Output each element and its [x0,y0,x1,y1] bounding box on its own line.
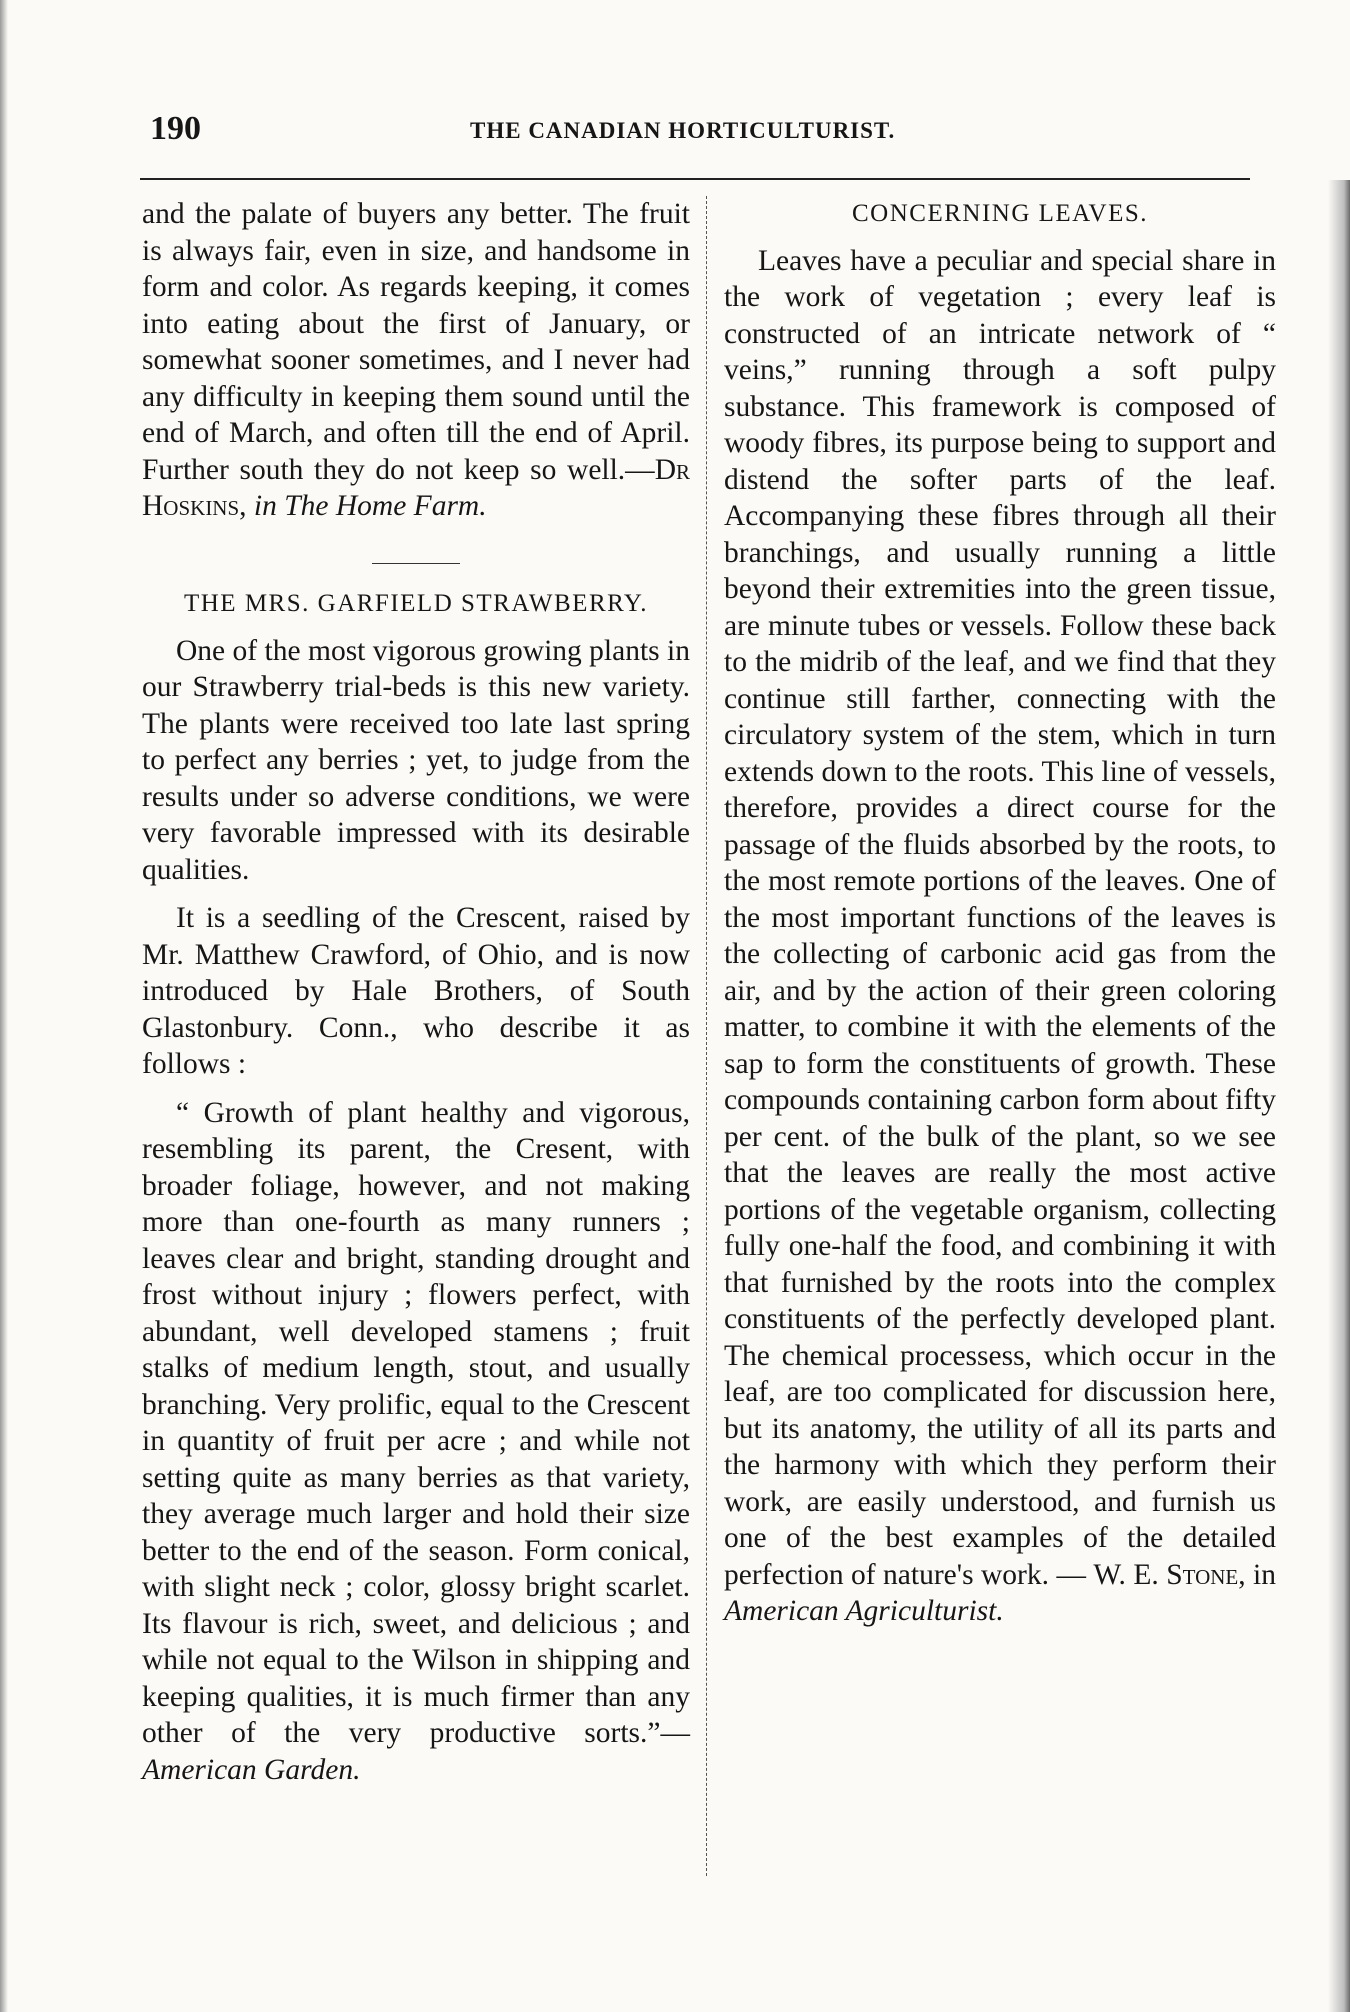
continuation-text: and the palate of buyers any better. The fruit is always fair, even in size, and handsome in form and color. As regards keeping, it comes into eating about the first of January, or somewhat sooner sometimes, and I never had any difficulty in keeping them sound until the end of March, and often till the end of April. Further south they do not keep so well.— [142,198,690,486]
continuation-source: in The Home Farm. [253,490,487,522]
continuation-paragraph [142,196,690,525]
article-heading-leaves: CONCERNING LEAVES. [852,200,1148,227]
section-divider [372,563,460,565]
strawberry-paragraph-2: It is a seedling of the Crescent, raised by Mr. Matthew Crawford, of Ohio, and is now introduced by Hale Brothers, of South Glastonbury. Conn., who describe it as follows : [142,902,690,1080]
running-title: THE CANADIAN HORTICULTURIST. [470,118,896,143]
left-column [142,196,690,1788]
leaves-source: American Agriculturist. [724,1595,1004,1627]
leaves-paragraph [724,243,1276,1630]
header-rule [140,178,1250,180]
page-header [140,104,1250,164]
quote-text: “ Growth of plant healthy and vigorous, resembling its parent, the Cresent, with broader foliage, however, and not making more than one-fourth as many runners ; leaves clear and bright, standing drought and frost without injury ; flowers perfect, with abundant, well developed stamens ; fruit stalks of medium length, stout, and usually branching. Very prolific, equal to the Crescent in quantity of fruit per acre ; and while not setting quite as many berries as that variety, they average much larger and hold their size better to the end of the season. Form conical, with slight neck ; color, glossy bright scarlet. Its flavour is rich, sweet, and delicious ; and while not equal to the Wilson in shipping and keeping qualities, it is much firmer than any other of the very productive sorts.”— [142,1096,690,1749]
leaves-source-prefix: in [1245,1558,1277,1591]
page-edge-shadow-left [0,0,8,2012]
strawberry-paragraph-1: One of the most vigorous growing plants in our Strawberry trial-beds is this new variety. The plants were received too late last spring to perfect any berries ; yet, to judge from the results under so adverse conditions, we were very favorable impressed with its desirable qualities. [142,634,690,886]
continuation-author: Dr Hoskins, [142,453,690,522]
leaves-author: W. E. Stone, [1093,1558,1246,1591]
page-number: 190 [150,110,201,147]
article-heading-strawberry: THE MRS. GARFIELD STRAWBERRY. [183,590,648,617]
quote-source: American Garden. [142,1753,361,1786]
page-edge-shadow-right [1328,180,1350,2012]
column-divider [706,196,707,1876]
strawberry-quote [142,1095,690,1789]
leaves-body: Leaves have a peculiar and special share in the work of vegetation ; every leaf is constructed of an intricate network of “ veins,” running through a soft pulpy substance. This framework is composed of woody fibres, its purpose being to support and distend the softer parts of the leaf. Accompanying these fibres through all their branchings, and usually running a little beyond their extremities into the green tissue, are minute tubes or vessels. Follow these back to the midrib of the leaf, and we find that they continue still farther, connecting with the circulatory system of the stem, which in turn extends down to the roots. This line of vessels, therefore, provides a direct course for the passage of the fluids absorbed by the roots, to the most remote portions of the leaves. One of the most important functions of the leaves is the collecting of carbonic acid gas from the air, and by the action of their green coloring matter, to combine it with the elements of the sap to form the constituents of growth. These compounds containing carbon form about fifty per cent. of the bulk of the plant, so we see that the leaves are really the most active portions of the vegetable organism, collecting fully one-half the food, and combining it with that furnished by the roots into the complex constituents of the perfectly developed plant. The chemical processess, which occur in the leaf, are too complicated for discussion here, but its anatomy, the utility of all its parts and the harmony with which they perform their work, are easily understood, and furnish us one of the best examples of the detailed perfection of nature's work. — [724,244,1276,1591]
right-column [724,196,1276,1630]
